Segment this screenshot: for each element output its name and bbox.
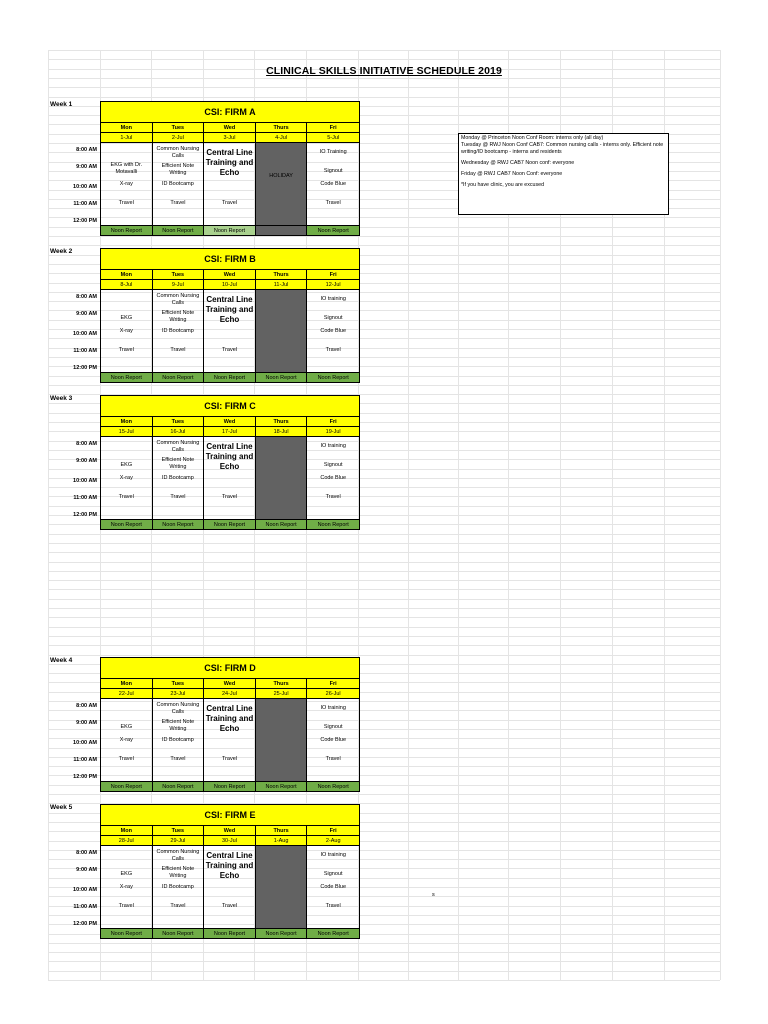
schedule-table xyxy=(100,395,360,530)
day-header-row xyxy=(101,417,359,427)
day-mon: Mon xyxy=(101,270,153,279)
time-12pm: 12:00 PM xyxy=(73,921,97,927)
mon-9am-cell: EKG xyxy=(120,871,133,877)
grid-row-line xyxy=(48,534,720,535)
wed-column xyxy=(204,143,256,225)
day-mon: Mon xyxy=(101,826,153,835)
time-9am: 9:00 AM xyxy=(76,164,97,170)
grid-row-line xyxy=(48,50,720,51)
tues-9am-cell: Efficient Note Writing xyxy=(161,865,195,879)
time-11am: 11:00 AM xyxy=(73,348,97,354)
mon-10am-cell: X-ray xyxy=(119,475,133,481)
noon-report-fri: Noon Report xyxy=(307,929,359,938)
grid-row-line xyxy=(48,636,720,637)
noon-report-tues: Noon Report xyxy=(153,782,205,791)
tues-column xyxy=(153,143,205,225)
tues-11am-cell: Travel xyxy=(170,200,186,206)
date-fri: 2-Aug xyxy=(325,837,341,844)
day-mon: Mon xyxy=(101,679,153,688)
day-wed: Wed xyxy=(204,123,256,132)
grid-row-line xyxy=(48,236,720,237)
fri-10am-cell: Code Blue xyxy=(320,884,347,890)
schedule-body xyxy=(101,699,359,781)
day-tues: Tues xyxy=(153,123,205,132)
day-thurs: Thurs xyxy=(256,679,308,688)
date-mon: 22-Jul xyxy=(101,689,153,698)
mon-10am-cell: X-ray xyxy=(119,328,133,334)
fri-9am-cell: Signout xyxy=(323,462,343,468)
tues-11am-cell: Travel xyxy=(170,903,186,909)
date-thurs: 25-Jul xyxy=(256,689,308,698)
firm-title: CSI: FIRM D xyxy=(101,658,359,679)
date-tues: 16-Jul xyxy=(153,427,205,436)
tues-8am-cell: Common Nursing Calls xyxy=(156,292,200,306)
grid-row-line xyxy=(48,59,720,60)
tues-8am-cell: Common Nursing Calls xyxy=(156,848,200,862)
grid-row-line xyxy=(48,943,720,944)
day-fri: Fri xyxy=(329,827,337,834)
date-wed: 30-Jul xyxy=(204,836,256,845)
day-tues: Tues xyxy=(153,270,205,279)
week-label: Week 3 xyxy=(50,395,73,402)
wed-11am-cell: Travel xyxy=(221,347,238,353)
tues-9am-cell: Efficient Note Writing xyxy=(161,162,195,176)
day-fri: Fri xyxy=(329,680,337,687)
noon-report-wed: Noon Report xyxy=(204,226,256,235)
grid-row-line xyxy=(48,562,720,563)
date-wed: 17-Jul xyxy=(204,427,256,436)
date-row xyxy=(101,280,359,290)
wed-central-line-cell: Central Line Training and Echo xyxy=(205,704,254,733)
grid-row-line xyxy=(48,617,720,618)
noon-report-thurs: Noon Report xyxy=(256,520,308,529)
tues-10am-cell: ID Bootcamp xyxy=(161,328,194,334)
fri-column xyxy=(307,846,359,928)
grid-row-line xyxy=(48,655,720,656)
noon-report-thurs: Noon Report xyxy=(256,373,308,382)
tues-11am-cell: Travel xyxy=(170,756,186,762)
fri-11am-cell: Travel xyxy=(325,903,341,909)
page-title: CLINICAL SKILLS INITIATIVE SCHEDULE 2019 xyxy=(266,65,502,77)
day-wed: Wed xyxy=(204,826,256,835)
day-thurs: Thurs xyxy=(256,270,308,279)
grid-row-line xyxy=(48,952,720,953)
fri-column xyxy=(307,699,359,781)
wed-column xyxy=(204,437,256,519)
day-thurs: Thurs xyxy=(256,123,308,132)
time-8am: 8:00 AM xyxy=(76,850,97,856)
time-11am: 11:00 AM xyxy=(73,201,97,207)
wed-11am-cell: Travel xyxy=(221,903,238,909)
noon-report-fri: Noon Report xyxy=(307,226,359,235)
notes-box xyxy=(458,133,669,215)
grid-row-line xyxy=(48,589,720,590)
noon-report-tues: Noon Report xyxy=(153,520,205,529)
grid-row-line xyxy=(48,608,720,609)
thurs-column xyxy=(256,437,308,519)
day-fri: Fri xyxy=(329,124,337,131)
fri-9am-cell: Signout xyxy=(323,871,343,877)
mon-column xyxy=(101,846,153,928)
day-header-row xyxy=(101,270,359,280)
wed-11am-cell: Travel xyxy=(221,200,238,206)
time-9am: 9:00 AM xyxy=(76,458,97,464)
grid-row-line xyxy=(48,87,720,88)
week-label: Week 4 xyxy=(50,657,73,664)
grid-row-line xyxy=(48,980,720,981)
date-row xyxy=(101,427,359,437)
time-12pm: 12:00 PM xyxy=(73,218,97,224)
date-fri: 12-Jul xyxy=(325,281,341,288)
note-wednesday: Wednesday @ RWJ CAB7 Noon conf: everyone xyxy=(461,160,575,166)
date-mon: 1-Jul xyxy=(101,133,153,142)
grid-row-line xyxy=(48,580,720,581)
tues-9am-cell: Efficient Note Writing xyxy=(161,309,195,323)
mon-9am-cell: EKG xyxy=(120,724,133,730)
time-10am: 10:00 AM xyxy=(73,184,97,190)
date-fri: 19-Jul xyxy=(325,428,341,435)
thurs-holiday-cell: HOLIDAY xyxy=(269,172,293,179)
grid-row-line xyxy=(48,552,720,553)
fri-9am-cell: Signout xyxy=(323,168,343,174)
mon-10am-cell: X-ray xyxy=(119,737,133,743)
tues-11am-cell: Travel xyxy=(170,347,186,353)
schedule-table xyxy=(100,248,360,383)
firm-title: CSI: FIRM E xyxy=(101,805,359,826)
day-wed: Wed xyxy=(204,679,256,688)
date-row xyxy=(101,689,359,699)
schedule-body xyxy=(101,143,359,225)
tues-8am-cell: Common Nursing Calls xyxy=(156,701,200,715)
thurs-column xyxy=(256,290,308,372)
time-12pm: 12:00 PM xyxy=(73,774,97,780)
mon-9am-cell: EKG with Dr. Motavalli xyxy=(110,162,143,175)
tues-10am-cell: ID Bootcamp xyxy=(161,884,194,890)
thurs-column xyxy=(256,143,308,225)
date-tues: 9-Jul xyxy=(153,280,205,289)
noon-report-tues: Noon Report xyxy=(153,373,205,382)
wed-11am-cell: Travel xyxy=(221,756,238,762)
date-thurs: 4-Jul xyxy=(256,133,308,142)
fri-8am-cell: IO training xyxy=(320,296,346,302)
mon-column xyxy=(101,290,153,372)
noon-report-row xyxy=(101,928,359,938)
week-label: Week 1 xyxy=(50,101,73,108)
fri-10am-cell: Code Blue xyxy=(320,328,347,334)
tues-10am-cell: ID Bootcamp xyxy=(161,475,194,481)
wed-central-line-cell: Central Line Training and Echo xyxy=(205,442,254,471)
mon-9am-cell: EKG xyxy=(120,315,133,321)
grid-row-line xyxy=(48,78,720,79)
day-thurs: Thurs xyxy=(256,417,308,426)
thurs-column xyxy=(256,846,308,928)
time-11am: 11:00 AM xyxy=(73,757,97,763)
tues-10am-cell: ID Bootcamp xyxy=(161,181,194,187)
fri-column xyxy=(307,290,359,372)
date-wed: 24-Jul xyxy=(204,689,256,698)
fri-11am-cell: Travel xyxy=(325,756,341,762)
grid-row-line xyxy=(48,794,720,795)
note-monday: Monday @ Princeton Noon Conf Room: interns only (all day) xyxy=(461,135,604,141)
grid-row-line xyxy=(48,971,720,972)
note-friday: Friday @ RWJ CAB7 Noon Conf: everyone xyxy=(461,171,563,177)
noon-report-fri: Noon Report xyxy=(307,782,359,791)
noon-report-mon: Noon Report xyxy=(101,782,153,791)
grid-row-line xyxy=(48,543,720,544)
day-header-row xyxy=(101,123,359,133)
date-mon: 15-Jul xyxy=(101,427,153,436)
date-thurs: 11-Jul xyxy=(256,280,308,289)
fri-9am-cell: Signout xyxy=(323,315,343,321)
mon-column xyxy=(101,437,153,519)
date-tues: 29-Jul xyxy=(153,836,205,845)
day-header-row xyxy=(101,826,359,836)
schedule-table xyxy=(100,804,360,939)
time-9am: 9:00 AM xyxy=(76,867,97,873)
note-tuesday: Tuesday @ RWJ Noon Conf CAB7: Common nursing calls - interns only. Efficient note writing/ID bootcamp - interns and residents xyxy=(461,142,664,155)
firm-title: CSI: FIRM C xyxy=(101,396,359,417)
noon-report-mon: Noon Report xyxy=(101,373,153,382)
time-8am: 8:00 AM xyxy=(76,294,97,300)
tues-11am-cell: Travel xyxy=(170,494,186,500)
date-fri: 5-Jul xyxy=(327,134,340,141)
schedule-body xyxy=(101,437,359,519)
mon-9am-cell: EKG xyxy=(120,462,133,468)
fri-11am-cell: Travel xyxy=(325,347,341,353)
tues-8am-cell: Common Nursing Calls xyxy=(156,439,200,453)
mon-11am-cell: Travel xyxy=(118,494,134,500)
day-fri: Fri xyxy=(329,271,337,278)
wed-column xyxy=(204,846,256,928)
fri-8am-cell: IO training xyxy=(320,443,346,449)
day-mon: Mon xyxy=(101,123,153,132)
noon-report-mon: Noon Report xyxy=(101,929,153,938)
noon-report-wed: Noon Report xyxy=(204,520,256,529)
time-10am: 10:00 AM xyxy=(73,887,97,893)
mon-11am-cell: Travel xyxy=(118,756,134,762)
wed-central-line-cell: Central Line Training and Echo xyxy=(205,851,254,880)
grid-row-line xyxy=(48,245,720,246)
wed-11am-cell: Travel xyxy=(221,494,238,500)
time-12pm: 12:00 PM xyxy=(73,365,97,371)
noon-report-wed: Noon Report xyxy=(204,929,256,938)
tues-column xyxy=(153,290,205,372)
date-tues: 23-Jul xyxy=(153,689,205,698)
day-fri: Fri xyxy=(329,418,337,425)
time-8am: 8:00 AM xyxy=(76,147,97,153)
wed-column xyxy=(204,290,256,372)
time-12pm: 12:00 PM xyxy=(73,512,97,518)
fri-10am-cell: Code Blue xyxy=(320,737,347,743)
week-label: Week 5 xyxy=(50,804,73,811)
time-10am: 10:00 AM xyxy=(73,478,97,484)
time-10am: 10:00 AM xyxy=(73,740,97,746)
fri-column xyxy=(307,143,359,225)
noon-report-row xyxy=(101,225,359,235)
day-mon: Mon xyxy=(101,417,153,426)
time-11am: 11:00 AM xyxy=(73,904,97,910)
fri-10am-cell: Code Blue xyxy=(320,475,347,481)
note-clinic: *If you have clinic, you are excused xyxy=(461,182,545,188)
schedule-table xyxy=(100,657,360,792)
date-row xyxy=(101,836,359,846)
day-wed: Wed xyxy=(204,270,256,279)
mon-11am-cell: Travel xyxy=(118,200,134,206)
date-thurs: 1-Aug xyxy=(256,836,308,845)
mon-10am-cell: X-ray xyxy=(119,181,133,187)
stray-mark: s xyxy=(432,892,435,898)
day-thurs: Thurs xyxy=(256,826,308,835)
grid-row-line xyxy=(48,97,720,98)
noon-report-fri: Noon Report xyxy=(307,520,359,529)
grid-row-line xyxy=(48,599,720,600)
date-wed: 3-Jul xyxy=(204,133,256,142)
noon-report-wed: Noon Report xyxy=(204,373,256,382)
grid-row-line xyxy=(48,571,720,572)
tues-column xyxy=(153,846,205,928)
date-mon: 8-Jul xyxy=(101,280,153,289)
noon-report-thurs: Noon Report xyxy=(256,929,308,938)
grid-col-line xyxy=(408,50,409,980)
noon-report-tues: Noon Report xyxy=(153,929,205,938)
date-fri: 26-Jul xyxy=(325,690,341,697)
noon-report-row xyxy=(101,781,359,791)
noon-report-fri: Noon Report xyxy=(307,373,359,382)
grid-row-line xyxy=(48,385,720,386)
fri-10am-cell: Code Blue xyxy=(320,181,347,187)
tues-column xyxy=(153,437,205,519)
date-row xyxy=(101,133,359,143)
firm-title: CSI: FIRM A xyxy=(101,102,359,123)
mon-column xyxy=(101,143,153,225)
time-10am: 10:00 AM xyxy=(73,331,97,337)
mon-column xyxy=(101,699,153,781)
schedule-table xyxy=(100,101,360,236)
tues-9am-cell: Efficient Note Writing xyxy=(161,456,195,470)
day-header-row xyxy=(101,679,359,689)
date-tues: 2-Jul xyxy=(153,133,205,142)
noon-report-mon: Noon Report xyxy=(101,226,153,235)
thurs-column xyxy=(256,699,308,781)
fri-11am-cell: Travel xyxy=(325,200,341,206)
wed-column xyxy=(204,699,256,781)
grid-col-line xyxy=(720,50,721,980)
grid-row-line xyxy=(48,645,720,646)
wed-central-line-cell: Central Line Training and Echo xyxy=(205,295,254,324)
fri-8am-cell: IO training xyxy=(320,852,346,858)
time-8am: 8:00 AM xyxy=(76,441,97,447)
day-tues: Tues xyxy=(153,679,205,688)
time-8am: 8:00 AM xyxy=(76,703,97,709)
tues-column xyxy=(153,699,205,781)
noon-report-row xyxy=(101,519,359,529)
firm-title: CSI: FIRM B xyxy=(101,249,359,270)
time-11am: 11:00 AM xyxy=(73,495,97,501)
grid-row-line xyxy=(48,627,720,628)
mon-10am-cell: X-ray xyxy=(119,884,133,890)
fri-8am-cell: IO training xyxy=(320,705,346,711)
fri-11am-cell: Travel xyxy=(325,494,341,500)
fri-column xyxy=(307,437,359,519)
wed-central-line-cell: Central Line Training and Echo xyxy=(205,148,254,177)
schedule-body xyxy=(101,290,359,372)
date-thurs: 18-Jul xyxy=(256,427,308,436)
noon-report-row xyxy=(101,372,359,382)
week-label: Week 2 xyxy=(50,248,73,255)
tues-10am-cell: ID Bootcamp xyxy=(161,737,194,743)
noon-report-wed: Noon Report xyxy=(204,782,256,791)
date-wed: 10-Jul xyxy=(204,280,256,289)
noon-report-mon: Noon Report xyxy=(101,520,153,529)
mon-11am-cell: Travel xyxy=(118,903,134,909)
day-tues: Tues xyxy=(153,417,205,426)
fri-8am-cell: IO Training xyxy=(319,149,347,155)
day-tues: Tues xyxy=(153,826,205,835)
grid-row-line xyxy=(48,961,720,962)
noon-report-thurs: Noon Report xyxy=(256,782,308,791)
tues-9am-cell: Efficient Note Writing xyxy=(161,718,195,732)
fri-9am-cell: Signout xyxy=(323,724,343,730)
schedule-body xyxy=(101,846,359,928)
time-9am: 9:00 AM xyxy=(76,720,97,726)
noon-report-tues: Noon Report xyxy=(153,226,205,235)
day-wed: Wed xyxy=(204,417,256,426)
noon-report-thurs-blank xyxy=(256,226,308,235)
date-mon: 28-Jul xyxy=(101,836,153,845)
tues-8am-cell: Common Nursing Calls xyxy=(156,145,200,159)
time-9am: 9:00 AM xyxy=(76,311,97,317)
mon-11am-cell: Travel xyxy=(118,347,134,353)
